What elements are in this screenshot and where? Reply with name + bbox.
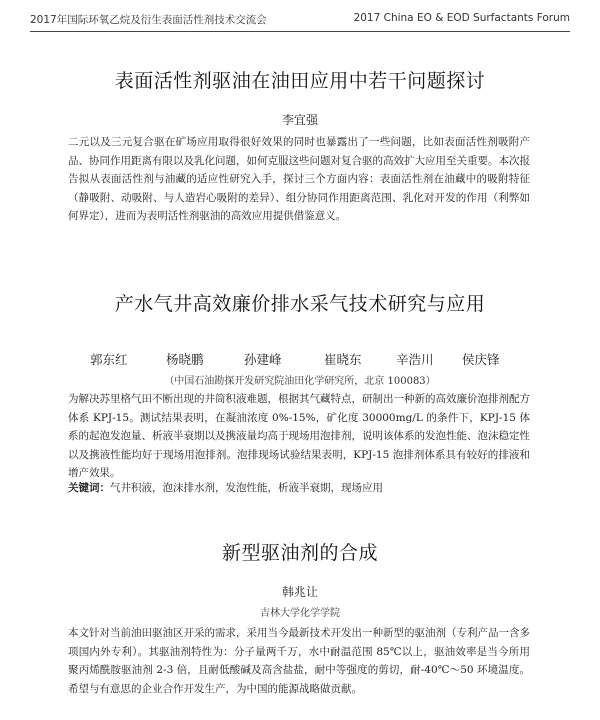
article-3-affiliation: 吉林大学化学学院 (260, 608, 340, 619)
article-2-keywords (68, 480, 530, 495)
article-1-author: 李宜强 (281, 113, 318, 127)
article-1-abstract: 二元以及三元复合驱在矿场应用取得很好效果的同时也暴露出了一些问题，比如表面活性剂吸附产品、协同作用距离有限以及乳化问题，如何克服这些问题对复合驱的高效扩大应用至关重要。本次报告拟从表面活性剂与油藏的适应性研究入手，探讨三个方面内容：表面活性剂在油藏中的吸附特征（静吸附、动吸附、与人造岩心吸附的差异）、组分协同作用距离范围、乳化对开发的作用（利弊如何界定），进而为表明活性剂驱油的高效应用提供借鉴意义。 (68, 136, 530, 222)
article-2-abstract: 为解决苏里格气田不断出现的井筒积液难题，根据其气藏特点，研制出一种新的高效廉价泡排剂配方体系 KPJ-15。测试结果表明，在凝油浓度 0%-15%，矿化度 30000mg/L 的条件下，KPJ-15 体系的起泡发泡量、析液半衰期以及携液量均高于现场用泡排剂，说明该体系的发泡性能、泡沫稳定性以及携液性能均好于现场用泡排剂。泡排现场试验结果表明，KPJ-15 泡排剂体系具有较好的排液和增产效果。 (68, 393, 530, 479)
article-2-author: 辛浩川 (396, 352, 434, 367)
keywords-label: 关键词： (68, 482, 110, 494)
article-2-title: 产水气井高效廉价排水采气技术研究与应用 (114, 293, 486, 315)
article-2-affiliation: （中国石油勘探开发研究院油田化学研究所，北京 100083） (164, 376, 436, 387)
header-conference-cn: 2017年国际环氧乙烷及衍生表面活性剂技术交流会 (30, 14, 267, 26)
running-header (30, 12, 570, 30)
article-1-title: 表面活性剂驱油在油田应用中若干问题探讨 (114, 70, 486, 92)
keywords-list: 气井积液，泡沫排水剂，发泡性能，析液半衰期，现场应用 (110, 482, 383, 494)
article-2-author: 侯庆锋 (462, 352, 500, 367)
article-3-title: 新型驱油剂的合成 (221, 542, 378, 564)
article-2-author: 杨晓鹏 (166, 352, 204, 367)
article-3-author: 韩兆让 (281, 585, 318, 599)
header-conference-en: 2017 China EO & EOD Surfactants Forum (353, 12, 570, 24)
article-2-author: 郭东红 (90, 352, 128, 367)
article-2-author: 崔晓东 (324, 352, 362, 367)
header-rule (30, 31, 570, 32)
article-2-author: 孙建峰 (244, 352, 282, 367)
article-3-abstract: 本文针对当前油田驱油区开采的需求，采用当今最新技术开发出一种新型的驱油剂（专利产品一含多项国内外专利）。其驱油剂特性为：分子量两千万，水中耐温范围 85℃以上，驱油效率是当今所用聚丙烯酰胺驱油剂 2-3 倍，且耐低酸碱及高含盐盐，耐中等强度的剪切，耐-40℃～50 环境温度。希望与有意思的企业合作开发生产，为中国的能源战略做贡献。 (68, 627, 530, 695)
